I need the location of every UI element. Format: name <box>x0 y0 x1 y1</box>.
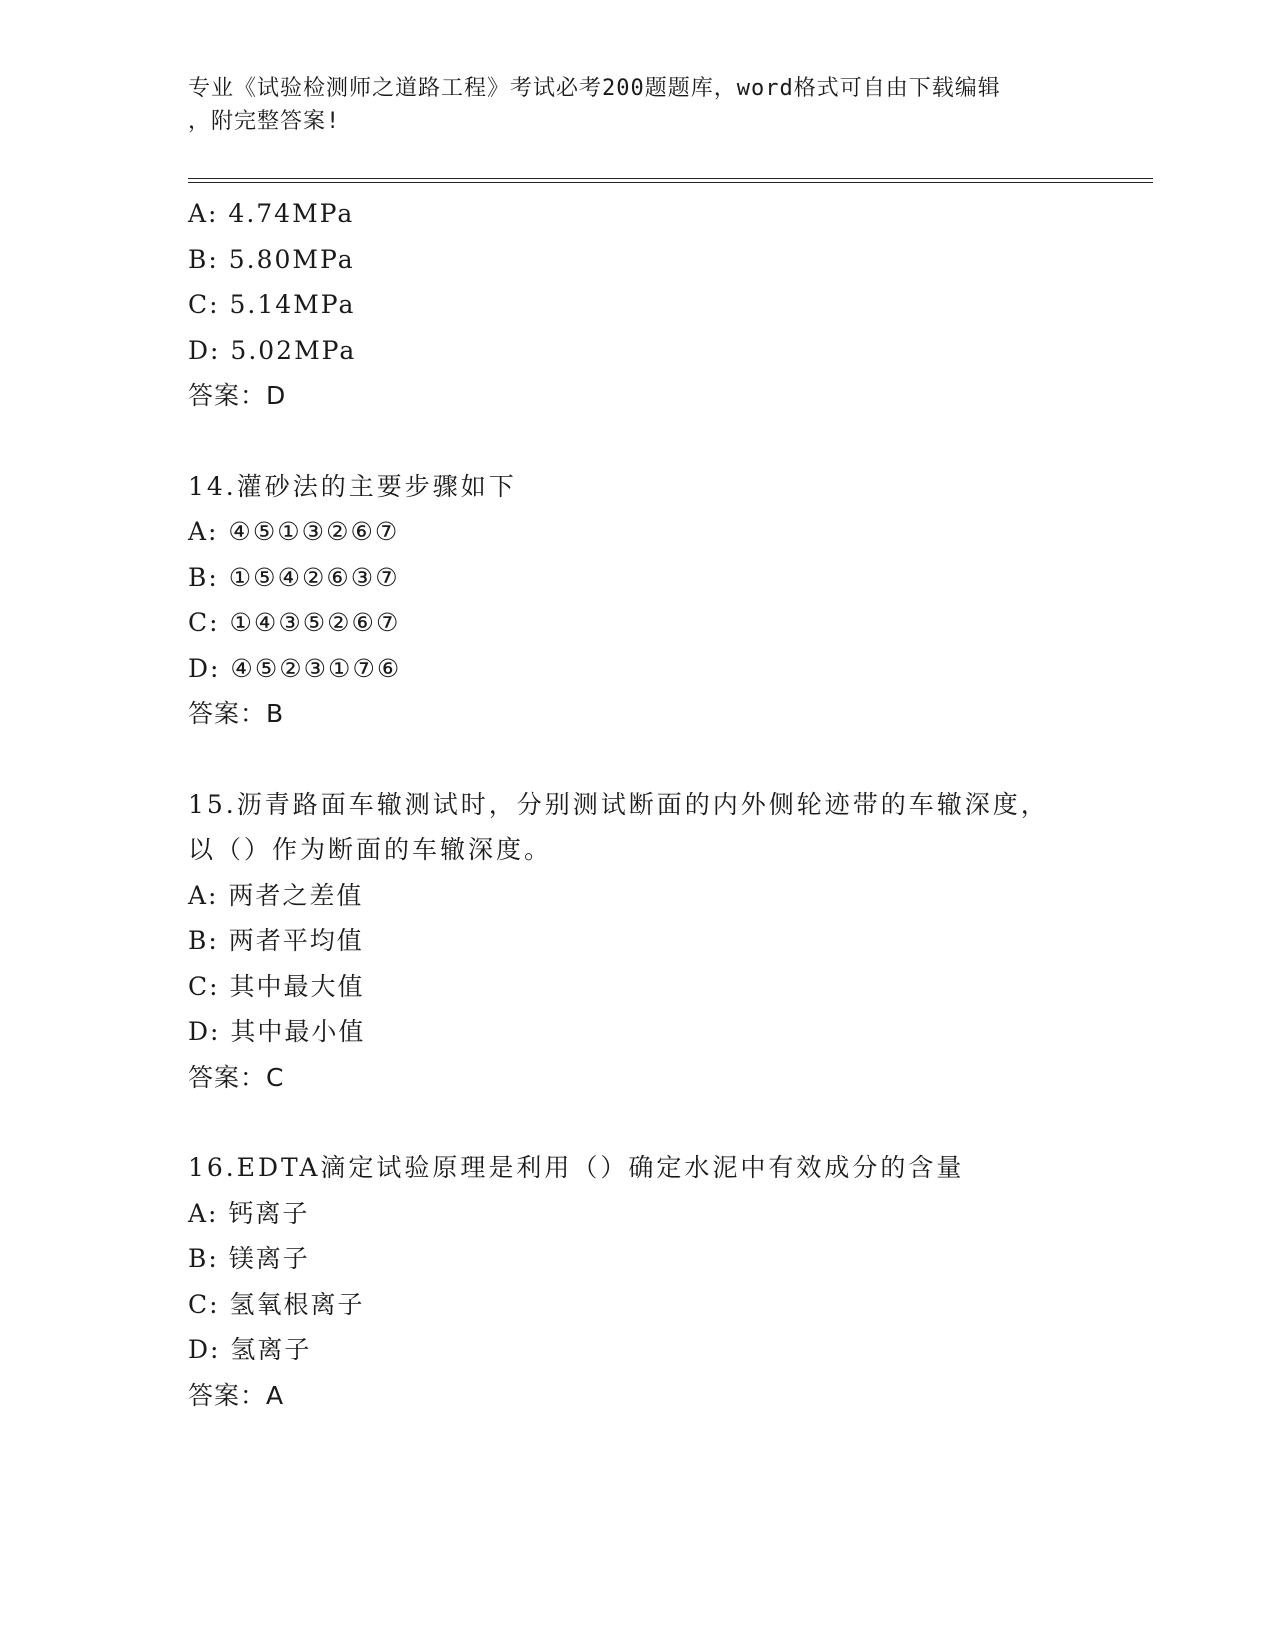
document-header <box>188 72 1088 138</box>
answer: 答案：A <box>188 1380 285 1410</box>
question-15 <box>188 782 1148 1101</box>
question-text-line-2: 以（）作为断面的车辙深度。 <box>188 835 553 864</box>
option-c: C: ①④③⑤②⑥⑦ <box>188 608 401 637</box>
option-d: D: 其中最小值 <box>188 1017 366 1046</box>
option-a: A: 两者之差值 <box>188 880 364 910</box>
question-13 <box>188 191 1148 419</box>
option-b: B: 两者平均值 <box>188 926 364 955</box>
option-a: A: 钙离子 <box>188 1198 310 1228</box>
option-b: B: 5.80MPa <box>188 244 355 274</box>
header-title-line-1: 专业《试验检测师之道路工程》考试必考200题题库，word格式可自由下载编辑 <box>188 76 1001 101</box>
option-c: C: 氢氧根离子 <box>188 1289 365 1319</box>
option-a: A: ④⑤①③②⑥⑦ <box>188 517 400 546</box>
option-c: C: 5.14MPa <box>188 290 356 319</box>
option-a: A: 4.74MPa <box>188 199 355 228</box>
question-text: 16.EDTA滴定试验原理是利用（）确定水泥中有效成分的含量 <box>188 1153 965 1182</box>
answer: 答案：D <box>188 381 287 410</box>
question-text-line-1: 15.沥青路面车辙测试时，分别测试断面的内外侧轮迹带的车辙深度， <box>188 789 1049 819</box>
option-b: B: 镁离子 <box>188 1244 310 1273</box>
option-d: D: 5.02MPa <box>188 335 357 365</box>
header-divider-top <box>188 178 1153 179</box>
option-c: C: 其中最大值 <box>188 971 365 1001</box>
question-14 <box>188 464 1148 737</box>
spacer <box>188 1100 1148 1145</box>
question-list <box>188 191 1148 1418</box>
option-d: D: ④⑤②③①⑦⑥ <box>188 653 402 683</box>
question-text: 14.灌砂法的主要步骤如下 <box>188 471 517 501</box>
header-title-line-2: ，附完整答案! <box>188 109 341 134</box>
spacer <box>188 737 1148 782</box>
option-d: D: 氢离子 <box>188 1335 312 1364</box>
question-16 <box>188 1145 1148 1418</box>
answer: 答案：B <box>188 699 285 728</box>
answer: 答案：C <box>188 1062 285 1092</box>
option-b: B: ①⑤④②⑥③⑦ <box>188 562 400 592</box>
spacer <box>188 419 1148 464</box>
header-divider-bottom <box>188 182 1153 183</box>
